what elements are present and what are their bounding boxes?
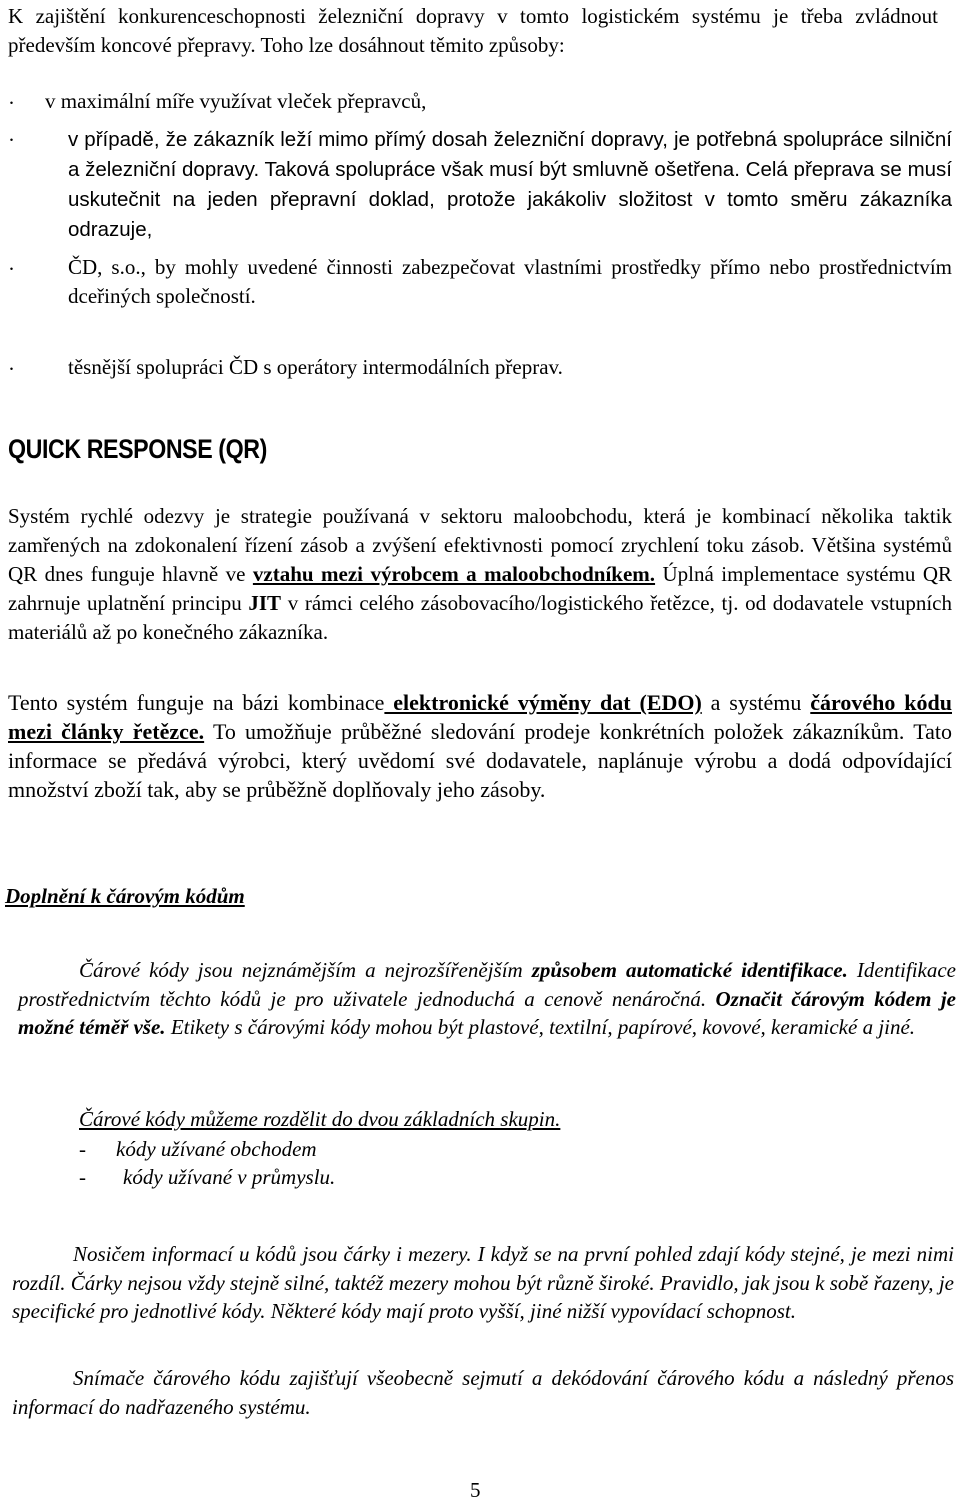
emphasis-jit: JIT xyxy=(248,591,282,615)
group-item-trade: kódy užívané obchodem xyxy=(116,1137,317,1161)
barcode-paragraph-2: Nosičem informací u kódů jsou čárky i mezery. I když se na první pohled zdají kódy stejné, je mezi nimi rozdíl. Čárky nejsou vždy stejně silné, taktéž mezery mohou být různě široké. Pravidlo, jak jsou k sobě řazeny, je specifické pro jednotlivé kódy. Některé kódy mají proto vyšší, jiné nižší vypovídací schopnost. xyxy=(12,1242,954,1323)
dash-marker: - xyxy=(79,1165,86,1189)
text-run: Čárové kódy jsou nejznámějším a nejrozšířenějším xyxy=(79,958,532,982)
group-item-industry: kódy užívané v průmyslu. xyxy=(123,1165,336,1189)
emphasis-underlined: vztahu mezi výrobcem a maloobchodníkem. xyxy=(252,562,656,586)
bullet-item-1: v maximální míře využívat vleček přepravců, xyxy=(45,89,427,113)
barcode-paragraph-3: Snímače čárového kódu zajišťují všeobecně sejmutí a dekódování čárového kódu a následný přenos informací do nadřazeného systému. xyxy=(12,1366,954,1419)
barcode-groups-title: Čárové kódy můžeme rozdělit do dvou základních skupin. xyxy=(79,1107,561,1131)
text-run: Systém rychlé odezvy je strategie používaná v sektoru maloobchodu, která je kombinací několika taktik zamřených na zdokonalení řízení zásob a zvýšení efektivnosti pomocí zrychlení toku zásob. Většina systémů QR dnes funguje hlavně ve xyxy=(8,504,952,586)
bullet-marker: · xyxy=(8,257,15,281)
text-run: a systému xyxy=(701,690,811,715)
emphasis-edo: elektronické výměny dat (EDO) xyxy=(384,690,702,715)
text-run: To umožňuje průběžné sledování prodeje konkrétních položek zákazníkům. Tato informace se předává výrobci, který uvědomí své dodavatele, naplánuje výrobu a dodá odpovídající množství zboží tak, aby se průběžně doplňovaly jeho zásoby. xyxy=(8,719,952,802)
bullet-item-4: těsnější spolupráci ČD s operátory intermodálních přeprav. xyxy=(68,355,563,379)
text-run: v rámci celého zásobovacího/logistického řetězce, tj. od dodavatele vstupních materiálů až po konečného zákazníka. xyxy=(8,591,953,644)
bullet-marker: · xyxy=(8,91,15,115)
emphasis-mark-everything: Označit čárovým kódem je možné téměř vše. xyxy=(18,986,956,1039)
text-run: Tento systém funguje na bázi kombinace xyxy=(8,690,385,715)
bullet-item-2: v případě, že zákazník leží mimo přímý dosah železniční dopravy, je potřebná spolupráce silniční a železniční dopravy. Taková spolupráce však musí být smluvně ošetřena. Celá přeprava se musí uskutečnit na jeden přepravní doklad, protože jakákoliv složitost v tomto směru zákazníka odrazuje, xyxy=(68,128,952,241)
section-heading-qr: QUICK RESPONSE (QR) xyxy=(8,434,267,464)
bullet-marker: · xyxy=(8,128,15,152)
text-run: Úplná implementace systému QR zahrnuje uplatnění principu xyxy=(8,562,952,615)
barcode-paragraph-1 xyxy=(18,956,956,1042)
bullet-marker: · xyxy=(8,357,15,381)
bullet-item-3: ČD, s.o., by mohly uvedené činnosti zabezpečovat vlastními prostředky přímo nebo prostřednictvím dceřiných společností. xyxy=(68,255,952,308)
qr-paragraph-2 xyxy=(8,688,952,804)
text-run: Identifikace prostřednictvím těchto kódů je pro uživatele jednoduchá a cenově nenáročná. xyxy=(18,958,957,1011)
dash-marker: - xyxy=(79,1137,86,1161)
qr-paragraph-1 xyxy=(8,502,952,647)
intro-paragraph: K zajištění konkurenceschopnosti železniční dopravy v tomto logistickém systému je třeba zvládnout především koncové přepravy. Toho lze dosáhnout těmito způsoby: xyxy=(8,4,938,57)
section-heading-barcodes: Doplnění k čárovým kódům xyxy=(5,884,245,908)
page-number: 5 xyxy=(470,1478,481,1502)
emphasis-automatic-id: způsobem automatické identifikace. xyxy=(531,958,848,982)
emphasis-barcode: čárového kódu mezi články řetězce. xyxy=(8,690,952,744)
text-run: Etikety s čárovými kódy mohou být plastové, textilní, papírové, kovové, keramické a jiné. xyxy=(165,1015,916,1039)
